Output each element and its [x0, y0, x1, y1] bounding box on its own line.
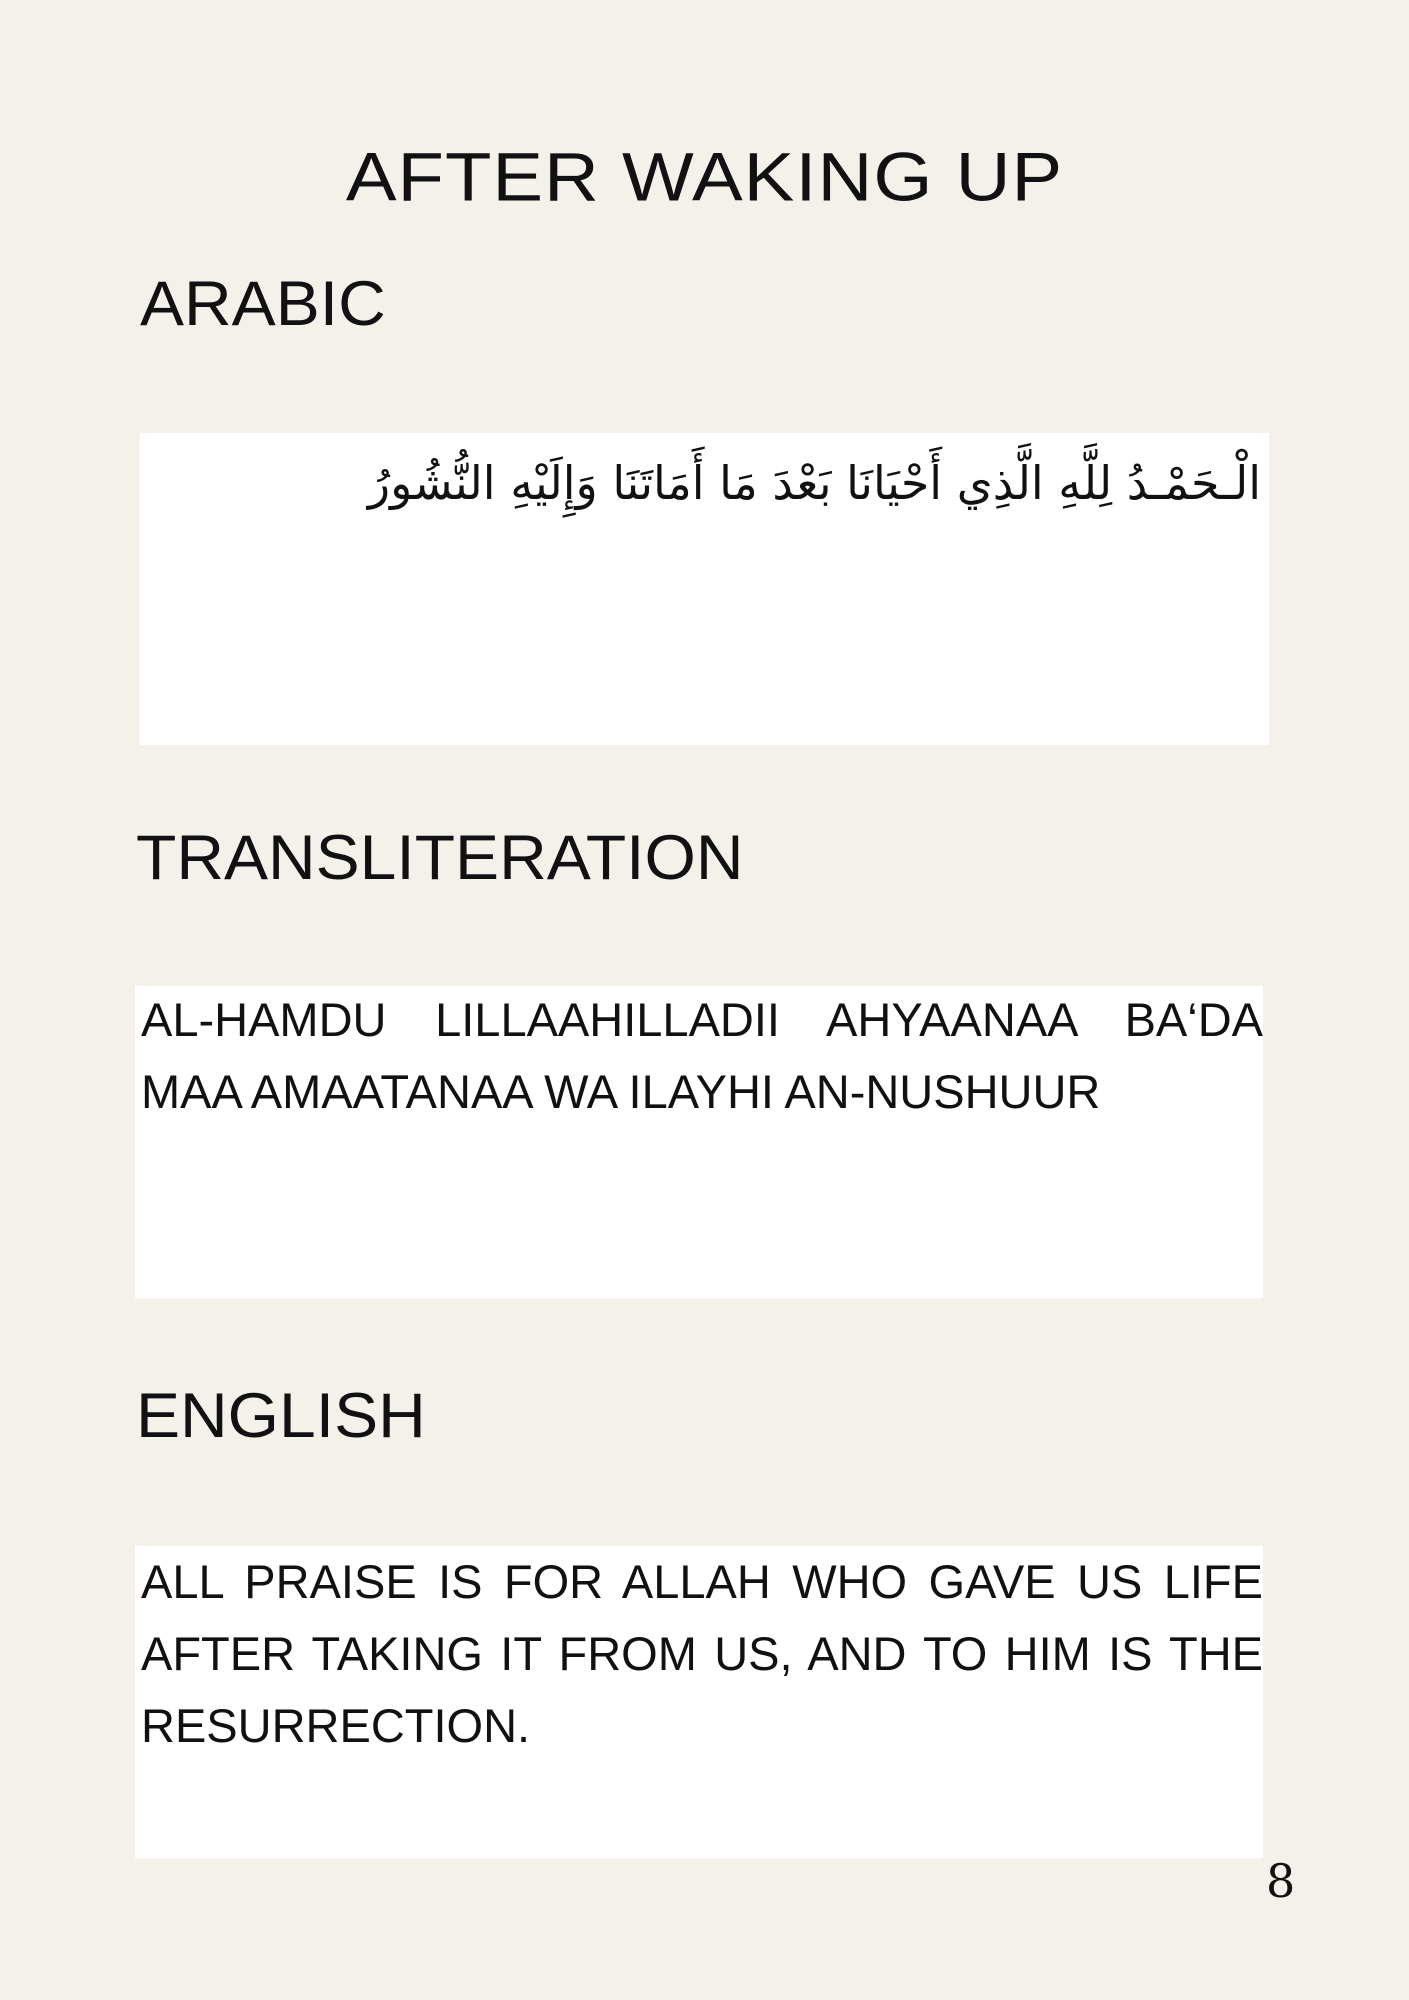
page-title: AFTER WAKING UP — [345, 139, 1064, 216]
transliteration-text: AL-HAMDU LILLAAHILLADII AHYAANAA BA‘DA MAA AMAATANAA WA ILAYHI AN-NUSHUUR — [141, 993, 1263, 1118]
english-translation-text: ALL PRAISE IS FOR ALLAH WHO GAVE US LIFE AFTER TAKING IT FROM US, AND TO HIM IS THE RESURRECTION. — [141, 1555, 1263, 1752]
section-heading-english: ENGLISH — [136, 1380, 426, 1451]
transliteration-text-box — [135, 986, 1263, 1298]
page-number: 8 — [1266, 1854, 1296, 1908]
section-heading-transliteration: TRANSLITERATION — [136, 822, 744, 893]
arabic-text-box — [140, 433, 1269, 745]
arabic-dua-text: الْـحَمْـدُ لِلَّهِ الَّذِي أَحْيَانَا بَعْدَ مَا أَمَاتَنَا وَإِلَيْهِ النُّشُورُ — [367, 456, 1261, 510]
english-text-box — [135, 1546, 1263, 1858]
section-heading-arabic: ARABIC — [140, 268, 386, 339]
